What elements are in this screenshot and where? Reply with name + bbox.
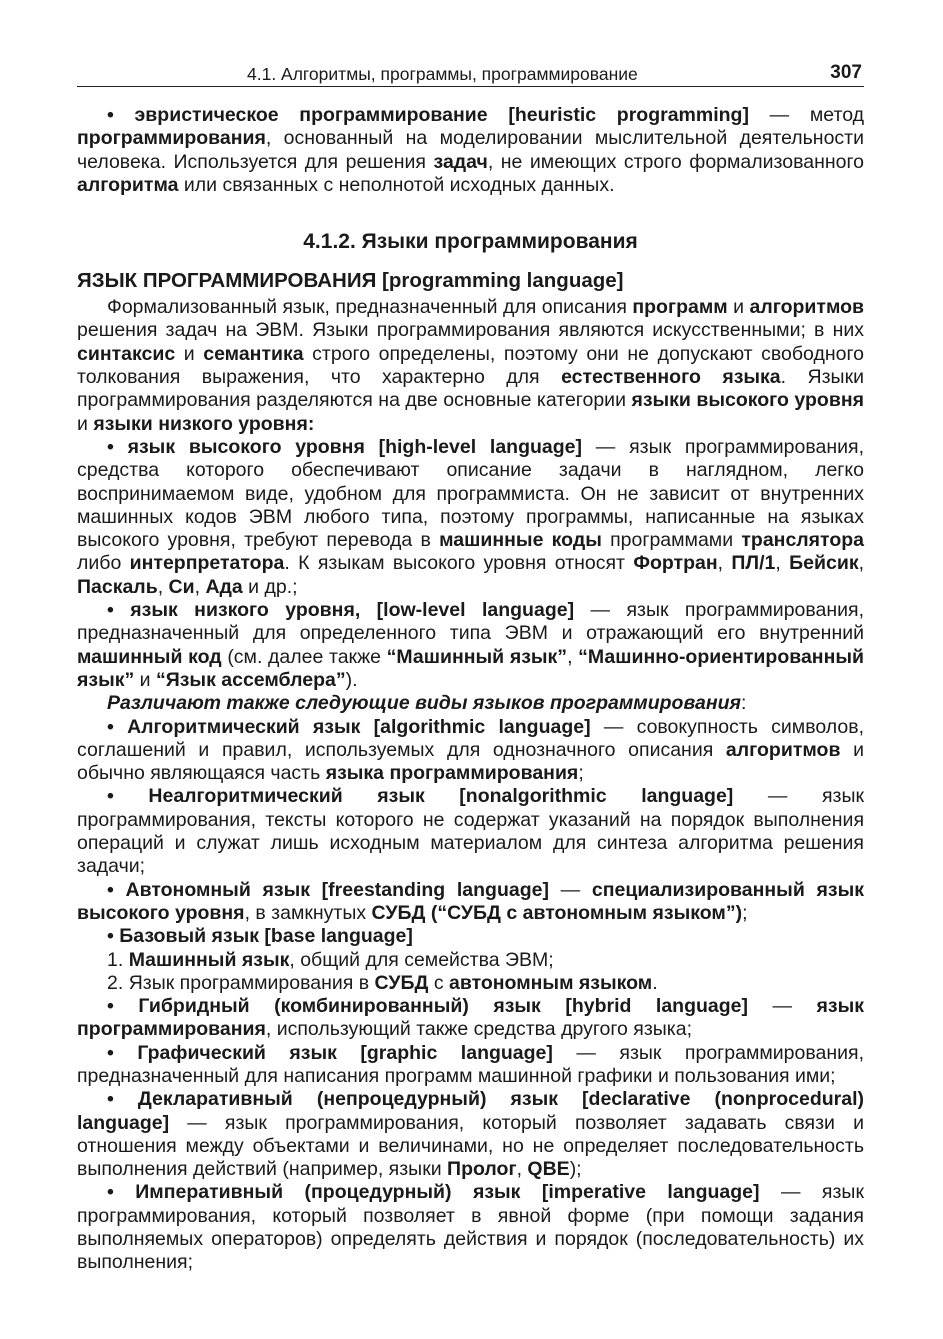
entry-heuristic-programming	[77, 104, 864, 197]
text: ,	[516, 1158, 528, 1181]
text: Язык программирования в	[128, 971, 375, 994]
bold-ref: СУБД (“СУБД с автономным языком”)	[371, 901, 743, 924]
page-body	[77, 104, 864, 1275]
kinds-intro-colon: :	[741, 692, 747, 715]
text: либо	[77, 552, 130, 575]
text: — метод	[748, 104, 864, 126]
bold-ref: машинные коды	[439, 529, 602, 552]
term: • Алгоритмический язык [algorithmic language]	[107, 715, 591, 738]
bold-ref: языки низкого уровня:	[93, 412, 315, 435]
text: — язык программирования, который позволяет задавать связи и отношения между объектами и величинами, но не определяет последовательность выполнения действий (например, языки	[77, 1111, 864, 1181]
text: программами	[601, 529, 742, 552]
bold-ref: естественного языка	[561, 366, 781, 389]
entry-base-language	[77, 925, 864, 948]
section-title: 4.1.2. Языки программирования	[303, 230, 638, 254]
kinds-intro-text: Различают также следующие виды языков программирования	[107, 692, 741, 715]
text: Формализованный язык, предназначенный для описания	[107, 296, 633, 319]
text: , в замкнутых	[244, 901, 372, 924]
entry-algorithmic-language	[77, 716, 864, 786]
kinds-intro	[77, 692, 864, 715]
bold-ref: специализированный язык высокого уровня	[77, 878, 864, 924]
term: • эвристическое программирование [heuristic programming]	[107, 104, 749, 126]
text: или связанных с неполнотой исходных данных.	[178, 173, 615, 196]
page-header	[77, 62, 864, 87]
term: • Автономный язык [freestanding language]	[107, 878, 549, 901]
bold-ref: Пролог	[447, 1158, 517, 1181]
bold-ref: Паскаль	[77, 575, 158, 598]
term: • Императивный (процедурный) язык [imperative language]	[107, 1181, 760, 1204]
text: ;	[742, 901, 748, 924]
text: ,	[157, 575, 169, 598]
text: — язык программирования, тексты которого не содержат указаний на порядок выполнения операций и служат лишь исходным материалом для синтеза алгоритма решения задачи;	[77, 785, 865, 878]
text: ,	[775, 552, 790, 575]
bold-ref: транслятора	[741, 529, 865, 552]
term-heading-english: [programming language]	[376, 269, 624, 293]
text: . Языки программирования разделяются на две основные категории	[77, 366, 864, 412]
bold-ref: алгоритмов	[749, 296, 865, 319]
text: ,	[717, 552, 732, 575]
text: решения задач на ЭВМ. Языки программирования являются искусственными; в них	[77, 319, 864, 342]
text: и	[727, 296, 750, 319]
bold-ref: Машинный язык	[128, 948, 290, 971]
text: ).	[345, 668, 358, 691]
text: (см. далее также	[221, 645, 387, 668]
bold-ref: “Язык ассемблера”	[155, 668, 346, 691]
bold-ref: “Машинно-ориентированный язык”	[77, 645, 865, 691]
base-language-item-2	[77, 972, 864, 995]
page-number: 307	[830, 62, 862, 83]
bold-ref: автономным языком	[449, 971, 653, 994]
bold-ref: Бейсик	[789, 552, 859, 575]
bold-ref: Ада	[205, 575, 243, 598]
bold-ref: СУБД	[374, 971, 429, 994]
bold-ref: семантика	[203, 342, 304, 365]
text: );	[569, 1158, 582, 1181]
entry-nonalgorithmic-language	[77, 785, 864, 878]
text: и	[134, 668, 156, 691]
entry-declarative-language	[77, 1088, 864, 1181]
bold-ref: задач	[433, 150, 488, 173]
term: • Графический язык [graphic language]	[107, 1041, 553, 1064]
entry-high-level-language	[77, 436, 864, 599]
bold-ref: QBE	[527, 1158, 570, 1181]
item-number: 2.	[107, 971, 129, 994]
text: ,	[567, 645, 579, 668]
text: —	[548, 878, 592, 901]
term-heading-caps: ЯЗЫК ПРОГРАММИРОВАНИЯ	[77, 269, 377, 293]
text: , не имеющих строго формализованного	[487, 150, 864, 173]
term-heading	[77, 269, 864, 293]
term: • язык низкого уровня, [low-level language]	[107, 599, 575, 622]
text: и	[175, 342, 204, 365]
text: ;	[578, 762, 584, 785]
text: .	[652, 971, 658, 994]
text: — совокупность символов, соглашений и правил, используемых для однозначного описания	[77, 715, 864, 761]
bold-ref: машинный код	[77, 645, 222, 668]
base-language-item-1	[77, 949, 864, 972]
term: • Базовый язык [base language]	[107, 925, 413, 948]
text: — язык программирования, который позволяет в явной форме (при помощи задания выполняемых операторов) определять действия и порядок (последовательность) их выполнения;	[77, 1181, 864, 1274]
bold-ref: язык программирования	[77, 995, 864, 1041]
text: ,	[194, 575, 206, 598]
entry-imperative-language	[77, 1181, 864, 1274]
text: , использующий также средства другого языка;	[265, 1018, 693, 1041]
term: • Неалгоритмический язык [nonalgorithmic language]	[107, 785, 734, 808]
text: . К языкам высокого уровня относят	[284, 552, 634, 575]
text: ,	[858, 552, 865, 575]
bold-ref: программ	[632, 296, 728, 319]
term: • Декларативный (непроцедурный) язык [declarative (nonprocedural) language]	[77, 1088, 864, 1134]
bold-ref: алгоритмов	[725, 738, 841, 761]
term: • язык высокого уровня [high-level language]	[107, 435, 582, 458]
entry-low-level-language	[77, 599, 864, 692]
text: — язык программирования, средства которого обеспечивают описание задачи в наглядном, легко воспринимаемом виде, удобном для программиста. Он не зависит от внутренних машинных кодов ЭВМ любого типа, поэтому программы, написанные на языках высокого уровня, требуют перевода в	[77, 435, 864, 552]
bold-ref: “Машинный язык”	[386, 645, 568, 668]
text: —	[748, 995, 817, 1018]
text: — язык программирования, предназначенный для определенного типа ЭВМ и отражающий его внутренний	[77, 599, 865, 645]
entry-graphic-language	[77, 1042, 864, 1089]
text: , основанный на моделировании мыслительной деятельности человека. Используется для решения	[77, 127, 864, 173]
bold-ref: Фортран	[633, 552, 718, 575]
bold-ref: синтаксис	[77, 342, 176, 365]
text: строго определены, поэтому они не допускают свободного толкования выражения, что характерно для	[77, 342, 864, 389]
bold-ref: языки высокого уровня	[631, 389, 864, 412]
running-title: 4.1. Алгоритмы, программы, программирование	[247, 64, 638, 84]
bold-ref: алгоритма	[77, 173, 179, 196]
item-number: 1.	[107, 948, 129, 971]
bold-ref: ПЛ/1	[731, 552, 776, 575]
entry-freestanding-language	[77, 879, 864, 926]
entry-hybrid-language	[77, 995, 864, 1042]
text: и	[77, 412, 94, 435]
bold-ref: языка программирования	[325, 762, 579, 785]
bold-ref: программирования	[77, 127, 266, 150]
definition-paragraph	[77, 296, 864, 436]
text: и обычно являющаяся часть	[77, 738, 864, 785]
text: с	[428, 971, 449, 994]
bold-ref: Си	[168, 575, 195, 598]
text: — язык программирования, предназначенный для написания программ машинной графики и пользования ими;	[77, 1041, 864, 1087]
text: , общий для семейства ЭВМ;	[289, 948, 554, 971]
text: и др.;	[242, 575, 298, 598]
bold-ref: интерпретатора	[129, 552, 285, 575]
term: • Гибридный (комбинированный) язык [hybrid language]	[107, 995, 748, 1018]
